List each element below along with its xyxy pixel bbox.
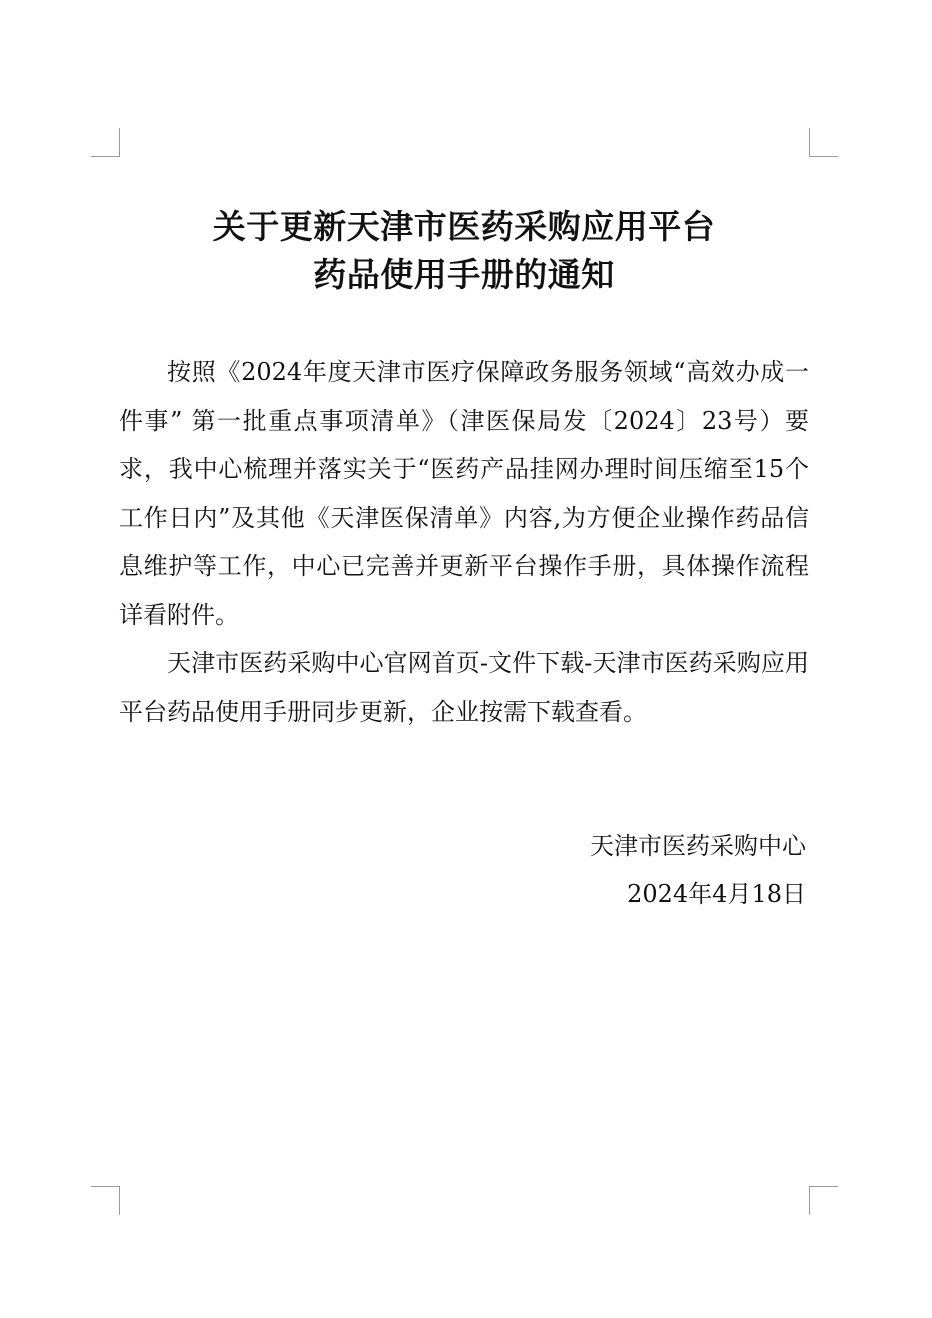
signature-organization: 天津市医药采购中心 — [590, 832, 806, 860]
crop-mark-top-left — [91, 128, 120, 157]
signature-block — [590, 822, 806, 918]
title-line-1: 关于更新天津市医药采购应用平台 — [212, 207, 716, 246]
signature-date: 2024年4月18日 — [627, 880, 806, 908]
document-title — [119, 203, 809, 299]
document-body — [119, 348, 809, 736]
body-paragraph-2: 天津市医药采购中心官网首页-文件下载-天津市医药采购应用平台药品使用手册同步更新，企业按需下载查看。 — [119, 649, 809, 726]
title-line-2: 药品使用手册的通知 — [313, 255, 615, 294]
body-paragraph-1: 按照《2024年度天津市医疗保障政务服务领域“高效办成一件事” 第一批重点事项清单》（津医保局发〔2024〕23号）要求，我中心梳理并落实关于“医药产品挂网办理时间压缩至15个工作日内”及其他《天津医保清单》内容,为方便企业操作药品信息维护等工作，中心已完善并更新平台操作手册，具体操作流程详看附件。 — [119, 358, 809, 629]
crop-mark-top-right — [809, 128, 838, 157]
crop-mark-bottom-right — [809, 1186, 838, 1215]
crop-mark-bottom-left — [91, 1186, 120, 1215]
